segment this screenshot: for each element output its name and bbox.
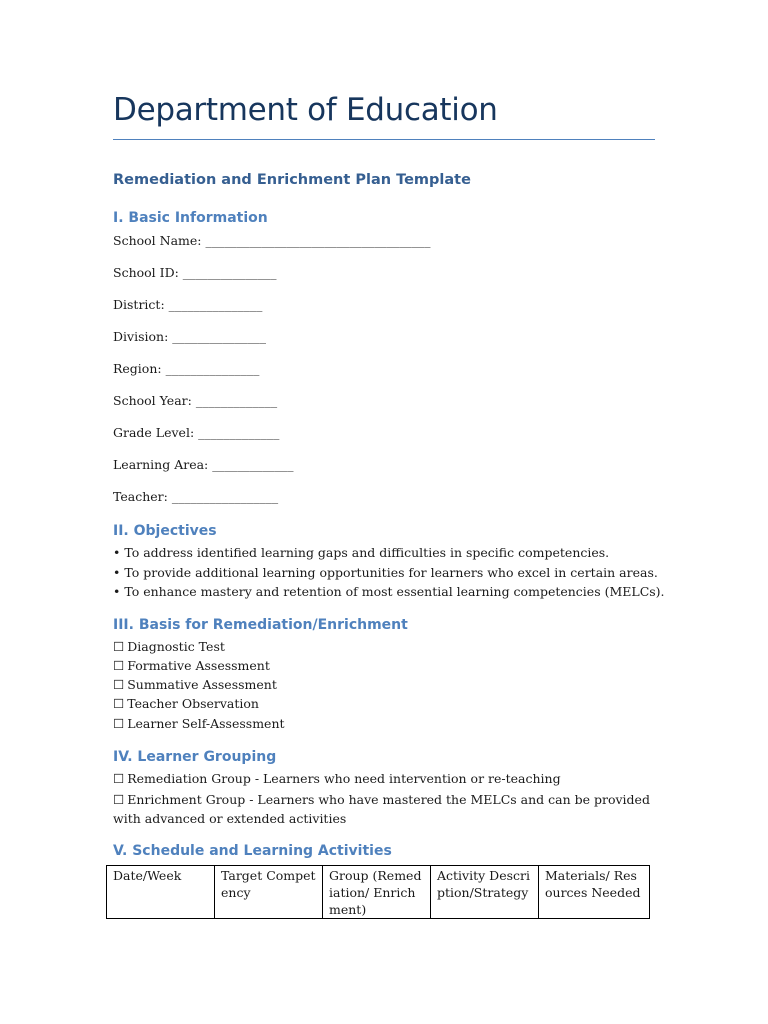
field-blank[interactable]: _____________ [212, 457, 294, 472]
document-title: Department of Education [113, 92, 498, 128]
checkbox-icon[interactable]: ☐ [113, 696, 125, 711]
field-label: School ID: [113, 265, 179, 280]
field-label: Learning Area: [113, 457, 209, 472]
field-teacher [113, 489, 278, 504]
grouping-option-remediation[interactable] [113, 771, 561, 786]
field-label: Teacher: [113, 489, 168, 504]
objective-item: • To provide additional learning opportunities for learners who excel in certain areas. [113, 565, 658, 580]
section-heading-learner-grouping: IV. Learner Grouping [113, 749, 277, 765]
column-header-activity: Activity Description/Strategy [431, 866, 539, 919]
field-blank[interactable]: _______________ [182, 265, 277, 280]
field-label: District: [113, 297, 165, 312]
option-label: Enrichment Group - Learners who have mastered the MELCs and can be provided with advanced or extended activities [113, 792, 650, 826]
option-label: Remediation Group - Learners who need intervention or re-teaching [127, 771, 561, 786]
field-grade-level [113, 425, 279, 440]
checkbox-icon[interactable]: ☐ [113, 716, 125, 731]
option-label: Learner Self-Assessment [127, 716, 285, 731]
checkbox-icon[interactable]: ☐ [113, 771, 125, 786]
field-blank[interactable]: _________________ [171, 489, 279, 504]
basis-option-formative-assessment[interactable] [113, 658, 270, 673]
field-label: Region: [113, 361, 162, 376]
option-label: Formative Assessment [127, 658, 270, 673]
option-label: Diagnostic Test [127, 639, 225, 654]
field-blank[interactable]: _______________ [168, 297, 263, 312]
field-school-name [113, 233, 430, 248]
template-subtitle: Remediation and Enrichment Plan Template [113, 172, 471, 188]
field-label: Grade Level: [113, 425, 195, 440]
title-divider [113, 139, 655, 140]
field-blank[interactable]: ____________________________________ [205, 233, 431, 248]
grouping-option-enrichment[interactable] [113, 790, 653, 828]
column-header-group: Group (Remediation/ Enrichment) [323, 866, 431, 919]
basis-option-diagnostic-test[interactable] [113, 639, 225, 654]
checkbox-icon[interactable]: ☐ [113, 792, 125, 807]
basis-option-learner-self-assessment[interactable] [113, 716, 285, 731]
table-header-row [107, 866, 650, 919]
section-heading-objectives: II. Objectives [113, 523, 217, 539]
checkbox-icon[interactable]: ☐ [113, 658, 125, 673]
field-blank[interactable]: _____________ [195, 393, 278, 408]
objective-item: • To address identified learning gaps and difficulties in specific competencies. [113, 545, 610, 560]
field-school-id [113, 265, 277, 280]
section-heading-basic-information: I. Basic Information [113, 210, 268, 226]
field-division [113, 329, 266, 344]
field-label: School Name: [113, 233, 202, 248]
section-heading-basis: III. Basis for Remediation/Enrichment [113, 617, 408, 633]
objective-item: • To enhance mastery and retention of most essential learning competencies (MELCs). [113, 584, 665, 599]
column-header-target-competency: Target Competency [215, 866, 323, 919]
field-region [113, 361, 259, 376]
schedule-table [106, 865, 650, 919]
field-label: School Year: [113, 393, 192, 408]
field-blank[interactable]: _______________ [172, 329, 267, 344]
option-label: Summative Assessment [127, 677, 277, 692]
option-label: Teacher Observation [127, 696, 259, 711]
field-label: Division: [113, 329, 169, 344]
field-learning-area [113, 457, 294, 472]
column-header-date-week: Date/Week [107, 866, 215, 919]
field-district [113, 297, 262, 312]
basis-option-summative-assessment[interactable] [113, 677, 277, 692]
field-blank[interactable]: _______________ [165, 361, 260, 376]
column-header-materials: Materials/ Resources Needed [539, 866, 650, 919]
field-school-year [113, 393, 277, 408]
checkbox-icon[interactable]: ☐ [113, 639, 125, 654]
basis-option-teacher-observation[interactable] [113, 696, 259, 711]
section-heading-schedule: V. Schedule and Learning Activities [113, 843, 392, 859]
field-blank[interactable]: _____________ [198, 425, 280, 440]
checkbox-icon[interactable]: ☐ [113, 677, 125, 692]
